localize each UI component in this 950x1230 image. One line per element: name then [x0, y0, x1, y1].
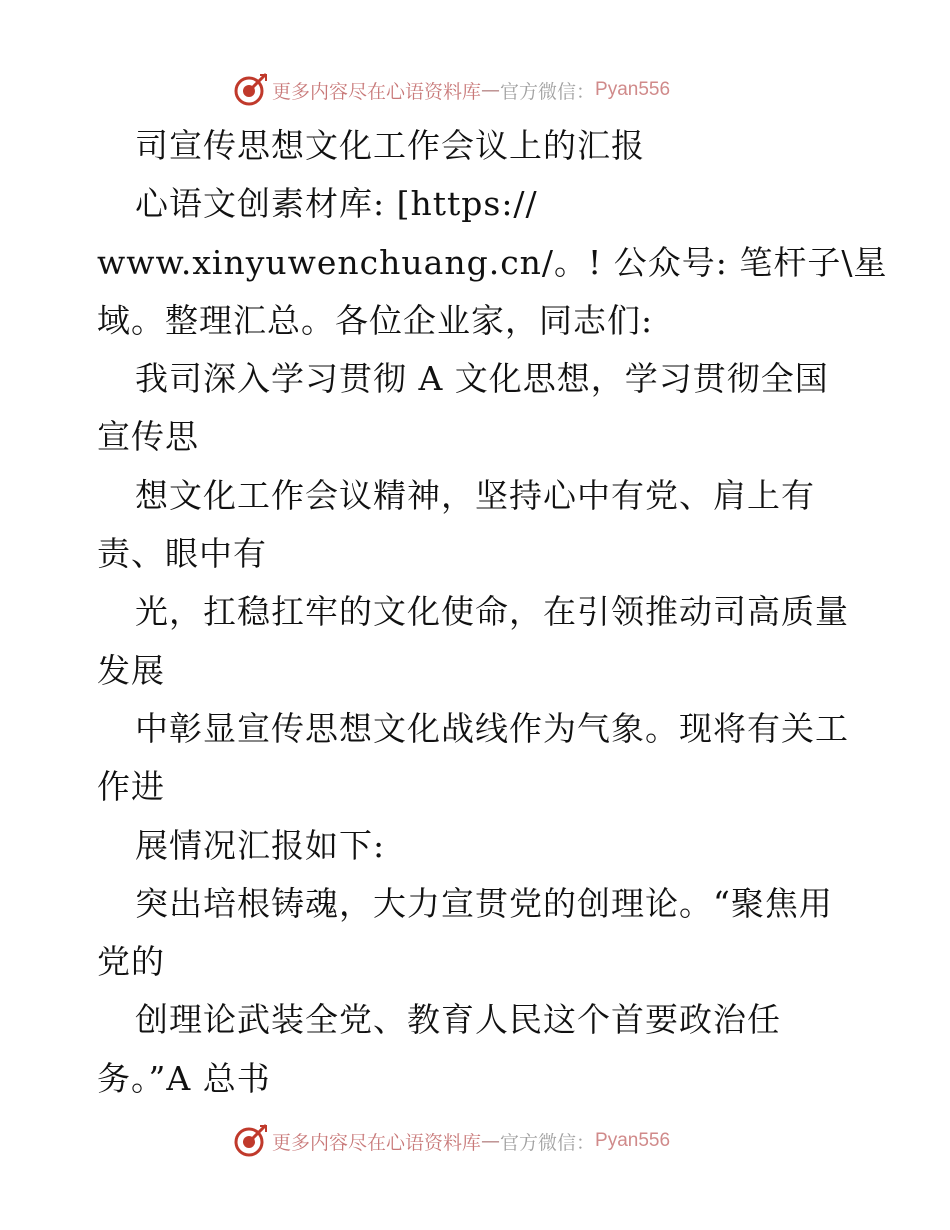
banner-wechat-label: 官方微信：	[500, 1131, 596, 1154]
footer-banner	[232, 1121, 670, 1161]
text-line: 想文化工作会议精神，坚持心中有党、肩上有	[135, 475, 815, 515]
banner-dash: —	[481, 1130, 501, 1152]
header-banner	[232, 70, 670, 110]
banner-text: 更多内容尽在心语资料库	[272, 80, 482, 103]
banner-wechat-label: 官方微信：	[500, 80, 596, 103]
banner-wechat-id: Pyan556	[595, 1130, 671, 1151]
text-line: 我司深入学习贯彻 A 文化思想，学习贯彻全国	[135, 359, 829, 399]
text-line: 责、眼中有	[97, 534, 267, 574]
banner-text: 更多内容尽在心语资料库	[272, 1131, 482, 1154]
text-line: 域。整理汇总。各位企业家，同志们:	[97, 300, 654, 340]
text-line: 中彰显宣传思想文化战线作为气象。现将有关工	[135, 708, 849, 748]
text-line: 党的	[97, 942, 165, 982]
logo-icon	[232, 1123, 268, 1159]
banner-wechat-id: Pyan556	[595, 79, 671, 100]
banner-dash: —	[481, 79, 501, 101]
text-line: 突出培根铸魂，大力宣贯党的创理论。“聚焦用	[135, 883, 833, 923]
text-line: 光，扛稳扛牢的文化使命，在引领推动司高质量	[135, 592, 849, 632]
text-line: 务。”A 总书	[97, 1058, 271, 1098]
text-line: 宣传思	[97, 417, 199, 457]
text-line: 展情况汇报如下:	[135, 825, 386, 865]
document-body	[97, 117, 888, 1108]
text-line: 创理论武装全党、教育人民这个首要政治任	[135, 1000, 781, 1040]
text-line: 发展	[97, 650, 165, 690]
text-line: 作进	[97, 767, 165, 807]
text-line: 心语文创素材库: [https://	[135, 184, 538, 224]
logo-icon	[232, 72, 268, 108]
text-line: 司宣传思想文化工作会议上的汇报	[135, 126, 645, 165]
text-line: www.xinyuwenchuang.cn/。! 公众号: 笔杆子\星	[97, 242, 888, 282]
